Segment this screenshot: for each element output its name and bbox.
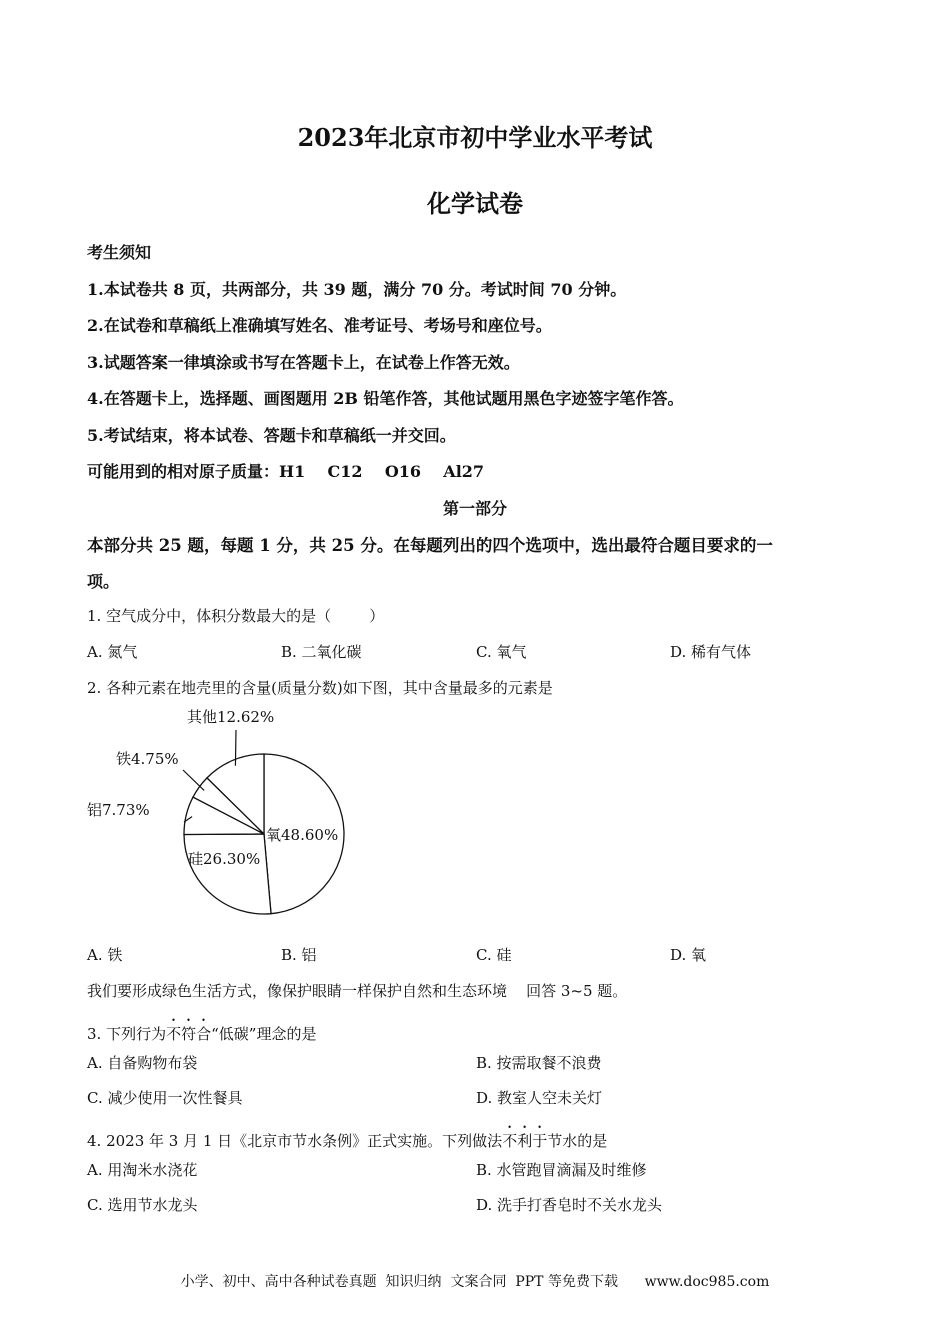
q4-stem-pre: 4. 2023 年 3 月 1 日《北京市节水条例》正式实施。下列做法 xyxy=(87,1132,503,1150)
part-heading: 第一部分 xyxy=(442,499,507,518)
q3-stem xyxy=(87,1016,316,1044)
q4-option-b: B. 水管跑冒滴漏及时维修 xyxy=(476,1161,647,1179)
q3-stem-post: “低碳”理念的是 xyxy=(211,1025,317,1043)
part-instructions-line2: 项。 xyxy=(87,572,120,591)
page-footer: 小学、初中、高中各种试卷真题 知识归纳 文案合同 PPT 等免费下载 www.doc985.com xyxy=(180,1274,770,1290)
q2-option-d: D. 氧 xyxy=(670,946,707,964)
notice-item-3: 3.试题答案一律填涂或书写在答题卡上，在试卷上作答无效。 xyxy=(87,353,520,372)
pie-label-iron: 铁4.75% xyxy=(116,750,179,768)
exam-title: 2023年北京市初中学业水平考试 xyxy=(297,123,653,152)
q1-option-b: B. 二氧化碳 xyxy=(281,643,362,661)
q4-stem-emphasis: 不利于 xyxy=(502,1132,548,1150)
pie-leader-other xyxy=(235,730,236,766)
q2-stem: 2. 各种元素在地壳里的含量(质量分数)如下图，其中含量最多的元素是 xyxy=(87,679,553,697)
q4-option-c: C. 选用节水龙头 xyxy=(87,1196,198,1214)
q3-stem-emphasis: 不符合 xyxy=(166,1025,212,1043)
pie-label-oxygen: 氧48.60% xyxy=(266,826,339,844)
q2-option-b: B. 铝 xyxy=(281,946,317,964)
atomic-mass-line: 可能用到的相对原子质量：H1 C12 O16 Al27 xyxy=(87,462,485,481)
q3-option-c: C. 减少使用一次性餐具 xyxy=(87,1089,243,1107)
q4-option-a: A. 用淘米水浇花 xyxy=(87,1161,198,1179)
pie-leader-iron xyxy=(183,770,204,790)
notice-item-1: 1.本试卷共 8 页，共两部分，共 39 题，满分 70 分。考试时间 70 分钟。 xyxy=(87,280,627,299)
q2-option-a: A. 铁 xyxy=(87,946,123,964)
exam-subtitle: 化学试卷 xyxy=(427,189,523,218)
pie-label-aluminum: 铝7.73% xyxy=(87,801,150,819)
q1-option-a: A. 氮气 xyxy=(87,643,138,661)
q1-stem: 1. 空气成分中，体积分数最大的是（ ） xyxy=(87,607,385,625)
part-instructions-line1: 本部分共 25 题，每题 1 分，共 25 分。在每题列出的四个选项中，选出最符合题目要求的一 xyxy=(87,536,773,555)
q4-option-d: D. 洗手打香皂时不关水龙头 xyxy=(476,1196,663,1214)
crust-elements-pie-chart xyxy=(80,700,380,940)
pie-label-silicon: 硅26.30% xyxy=(188,850,261,868)
pie-label-other: 其他12.62% xyxy=(187,708,275,726)
context-paragraph: 我们要形成绿色生活方式，像保护眼睛一样保护自然和生态环境 回答 3~5 题。 xyxy=(87,982,628,1000)
q4-stem-post: 节水的是 xyxy=(547,1132,608,1150)
q2-option-c: C. 硅 xyxy=(476,946,512,964)
q3-stem-pre: 3. 下列行为 xyxy=(87,1025,167,1043)
notice-item-5: 5.考试结束，将本试卷、答题卡和草稿纸一并交回。 xyxy=(87,426,456,445)
q3-option-b: B. 按需取餐不浪费 xyxy=(476,1054,602,1072)
q4-stem xyxy=(87,1123,607,1151)
q1-option-c: C. 氧气 xyxy=(476,643,527,661)
notice-heading: 考生须知 xyxy=(87,243,152,262)
pie-slice-silicon xyxy=(184,834,271,914)
notice-item-2: 2.在试卷和草稿纸上准确填写姓名、准考证号、考场号和座位号。 xyxy=(87,316,552,335)
q3-option-d: D. 教室人空未关灯 xyxy=(476,1089,603,1107)
notice-item-4: 4.在答题卡上，选择题、画图题用 2B 铅笔作答，其他试题用黑色字迹签字笔作答。 xyxy=(87,389,684,408)
q3-option-a: A. 自备购物布袋 xyxy=(87,1054,198,1072)
q1-option-d: D. 稀有气体 xyxy=(670,643,752,661)
